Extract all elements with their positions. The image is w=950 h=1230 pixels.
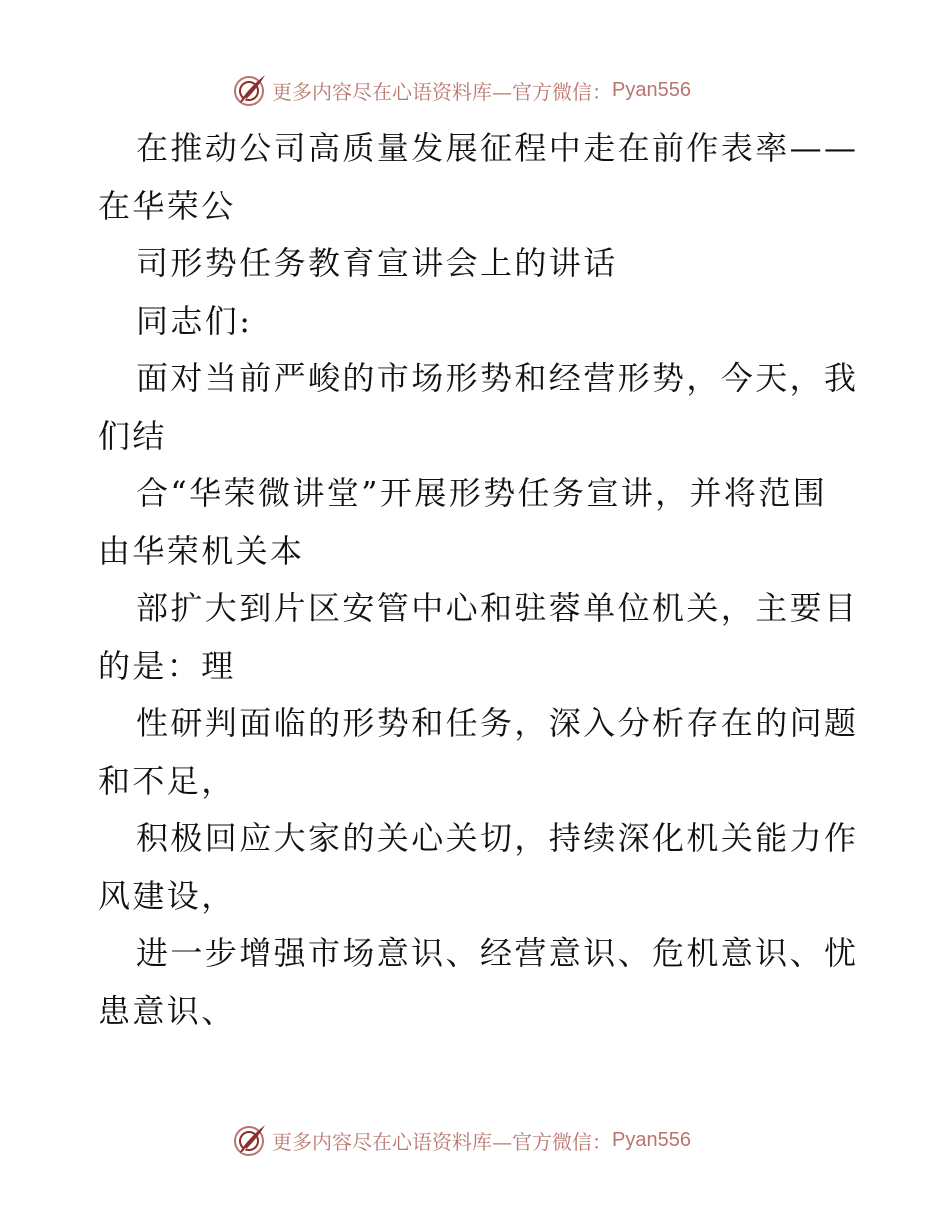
body-line: 同志们:	[136, 301, 253, 340]
footer-banner-wechat-id: Pyan556	[612, 1128, 691, 1151]
footer-banner	[232, 1120, 732, 1160]
footer-banner-text: 更多内容尽在心语资料库—官方微信：	[272, 1129, 612, 1154]
body-line: 患意识、	[98, 991, 236, 1030]
quill-logo-icon	[232, 72, 268, 108]
quill-logo-icon	[232, 1122, 268, 1158]
body-line: 的是：理	[98, 646, 236, 685]
body-line: 风建设，	[98, 876, 236, 915]
document-body	[98, 120, 858, 1040]
body-line: 和不足，	[98, 761, 236, 800]
header-banner-wechat-id: Pyan556	[612, 78, 691, 101]
body-line: 司形势任务教育宣讲会上的讲话	[136, 244, 618, 282]
body-line: 进一步增强市场意识、经营意识、危机意识、忧	[136, 934, 858, 972]
body-line: 性研判面临的形势和任务，深入分析存在的问题	[136, 704, 858, 742]
body-line: 合“华荣微讲堂”开展形势任务宣讲，并将范围	[136, 474, 828, 512]
body-line: 积极回应大家的关心关切，持续深化机关能力作	[136, 819, 858, 857]
body-line: 在华荣公	[98, 186, 236, 225]
body-line: 部扩大到片区安管中心和驻蓉单位机关，主要目	[136, 589, 858, 627]
header-banner-text: 更多内容尽在心语资料库—官方微信：	[272, 79, 612, 104]
header-banner	[232, 70, 732, 110]
body-line: 在推动公司高质量发展征程中走在前作表率——	[136, 129, 858, 167]
body-line: 由华荣机关本	[98, 531, 305, 570]
body-line: 们结	[98, 416, 167, 455]
body-line: 面对当前严峻的市场形势和经营形势，今天，我	[136, 359, 858, 397]
